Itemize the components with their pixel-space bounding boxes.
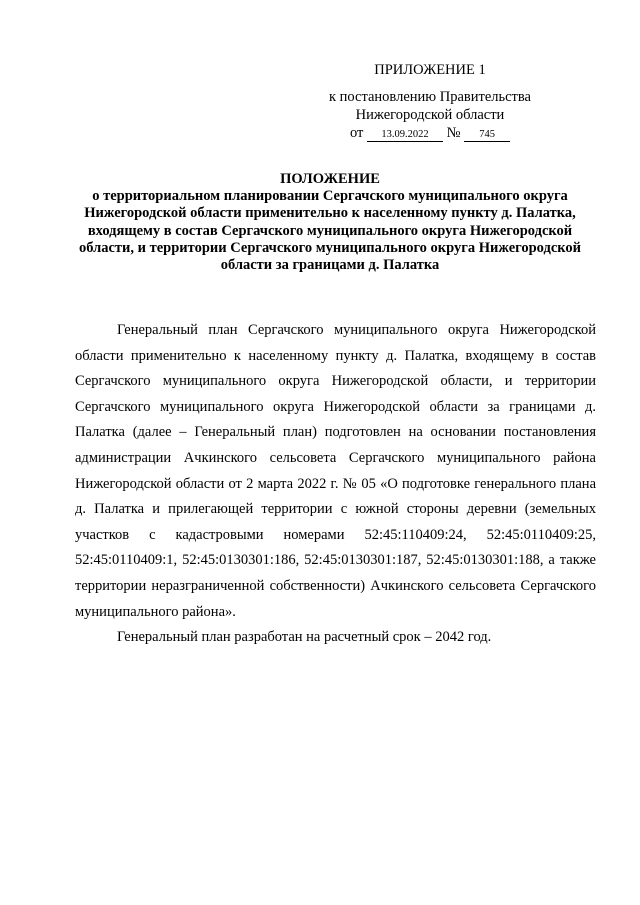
from-label: от bbox=[349, 125, 364, 141]
appendix-title: ПРИЛОЖЕНИЕ 1 bbox=[374, 62, 486, 78]
resolution-number: 745 bbox=[464, 128, 510, 142]
document-body bbox=[75, 318, 596, 651]
heading-title: ПОЛОЖЕНИЕ bbox=[280, 171, 380, 187]
resolution-date: 13.09.2022 bbox=[367, 128, 443, 142]
appendix-resolution-line: к постановлению Правительства bbox=[329, 89, 531, 105]
number-sign: № bbox=[446, 125, 461, 141]
body-paragraph-1: Генеральный план Сергачского муниципального округа Нижегородской области применительно к населенному пункту д. Палатка, входящему в состав Сергачского муниципального округа Нижегородской области, и территории Сергачского муниципального округа Нижегородской области за границами д. Палатка (далее – Генеральный план) подготовлен на основании постановления администрации Ачкинского сельсовета Сергачского муниципального района Нижегородской области от 2 марта 2022 г. № 05 «О подготовке генерального плана д. Палатка и прилегающей территории с южной стороны деревни (земельных участков с кадастровыми номерами 52:45:110409:24, 52:45:0110409:25, 52:45:0110409:1, 52:45:0130301:186, 52:45:0130301:187, 52:45:0130301:188, а также территории неразграниченной собственности) Ачкинского сельсовета Сергачского муниципального района». bbox=[75, 322, 596, 620]
document-heading bbox=[60, 171, 600, 274]
appendix-date-line bbox=[300, 124, 560, 142]
heading-subtitle: о территориальном планировании Сергачского муниципального округа Нижегородской области применительно к населенному пункту д. Палатка, входящему в состав Сергачского муниципального округа Нижегородской области, и территории Сергачского муниципального округа Нижегородской области за границами д. Палатка bbox=[78, 188, 582, 274]
body-paragraph-2: Генеральный план разработан на расчетный срок – 2042 год. bbox=[117, 629, 492, 646]
appendix-region-line: Нижегородской области bbox=[355, 107, 505, 123]
appendix-block bbox=[300, 61, 560, 142]
